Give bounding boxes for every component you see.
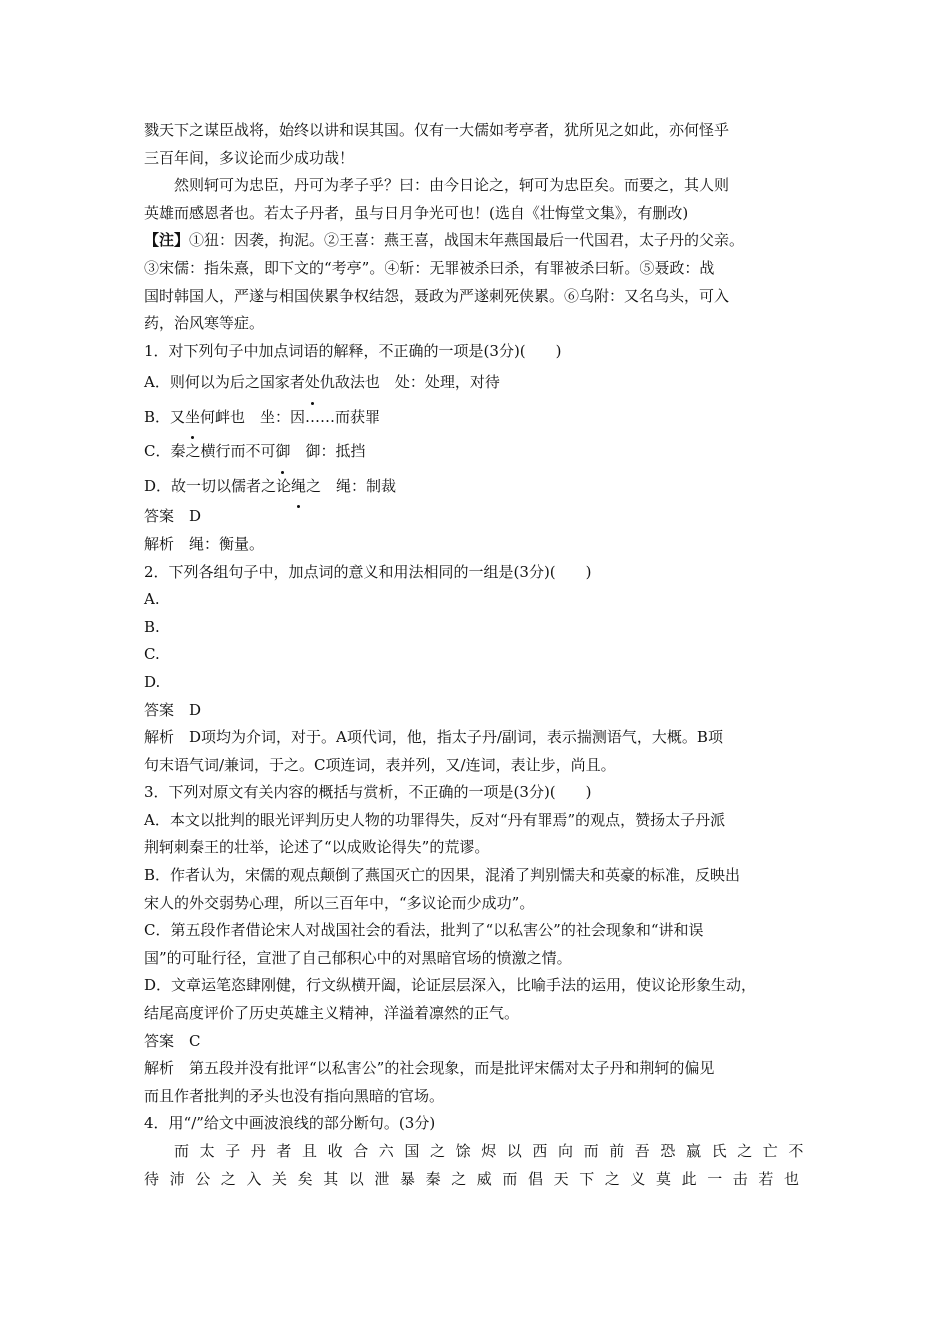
text-line: C．第五段作者借论宋人对战国社会的看法，批判了“以私害公”的社会现象和“讲和误	[144, 921, 704, 940]
text-line: 宋人的外交弱势心理，所以三百年中，“多议论而少成功”。	[144, 893, 535, 912]
question-3-option-b	[144, 862, 810, 917]
option-text: B．又	[144, 407, 186, 426]
text-line: 三百年间，多议论而少成功哉！	[144, 148, 355, 167]
question-2-option-d: D.	[144, 672, 161, 691]
text-line: 国”的可耻行径，宣泄了自己郁积心中的对黑暗官场的愤激之情。	[144, 948, 572, 967]
question-1-stem: 1．对下列句子中加点词语的解释，不正确的一项是(3分)( )	[144, 341, 562, 360]
text-line: 英雄而感恩者也。若太子丹者，虽与日月争光可也！(选自《壮悔堂文集》，有删改)	[144, 203, 689, 222]
question-2-analysis	[144, 724, 810, 779]
option-text: D．故一切以儒者之论	[144, 476, 292, 495]
punctuation-passage-line-2: 待沛公之入关矣其以泄暴秦之威而倡天下之义莫此一击若也	[144, 1169, 810, 1188]
option-text: 之 绳：制裁	[306, 476, 397, 495]
option-text: 御：抵挡	[290, 442, 366, 461]
punctuation-passage-line-1: 而太子丹者且收合六国之馀烬以西向而前吾恐嬴氏之亡不	[174, 1142, 815, 1160]
question-1-option-d	[144, 469, 810, 504]
text-line: B．作者认为，宋儒的观点颠倒了燕国灭亡的因果，混淆了判别懦夫和英豪的标准，反映出	[144, 866, 741, 885]
note-tag: 【注】	[144, 231, 190, 250]
annotation-note	[144, 227, 810, 337]
question-3-analysis	[144, 1055, 810, 1110]
text-line: 而且作者批判的矛头也没有指向黑暗的官场。	[144, 1086, 445, 1105]
option-text: 仇敌法也 处：处理，对待	[319, 373, 500, 392]
option-text: A．则何以为后之国家者	[144, 373, 305, 392]
question-1-option-c	[144, 434, 810, 469]
question-1-option-b	[144, 400, 810, 435]
dotted-word: 御	[275, 434, 290, 469]
dotted-word: 坐	[185, 400, 200, 435]
question-3-option-d	[144, 972, 810, 1027]
text-line: 结尾高度评价了历史英雄主义精神，洋溢着凛然的正气。	[144, 1004, 520, 1023]
text-line: 戮天下之谋臣战将，始终以讲和误其国。仅有一大儒如考亭者，犹所见之如此，亦何怪乎	[144, 121, 730, 139]
text-line: ①狃：因袭，拘泥。②王喜：燕王喜，战国末年燕国最后一代国君，太子丹的父亲。	[189, 231, 745, 250]
text-line: 解析 D项均为介词，对于。A项代词，他，指太子丹/副词，表示揣测语气，大概。B项	[144, 728, 723, 747]
dotted-word: 绳	[291, 469, 306, 504]
question-3-stem: 3．下列对原文有关内容的概括与赏析，不正确的一项是(3分)( )	[144, 783, 592, 802]
option-text: C．秦之横行而不可	[144, 442, 276, 461]
question-1-analysis: 解析 绳：衡量。	[144, 534, 265, 553]
question-2-option-a: A.	[144, 590, 160, 609]
text-line: 句末语气词/兼词，于之。C项连词，表并列，又/连词，表让步，尚且。	[144, 755, 616, 774]
text-line: 药，治风寒等症。	[144, 314, 265, 333]
question-3-answer: 答案 C	[144, 1031, 201, 1050]
passage-paragraph	[144, 172, 810, 227]
text-line: D．文章运笔恣肆刚健，行文纵横开阖，论证层层深入，比喻手法的运用，使议论形象生动，	[144, 976, 757, 995]
text-line: 然则轲可为忠臣，丹可为孝子乎？曰：由今日论之，轲可为忠臣矣。而要之，其人则	[174, 176, 730, 195]
question-4-stem: 4．用“/”给文中画波浪线的部分断句。(3分)	[144, 1114, 436, 1133]
text-line: 荆轲刺秦王的壮举，论述了“以成败论得失”的荒谬。	[144, 838, 490, 857]
question-2-option-b: B.	[144, 617, 160, 636]
question-3-option-c	[144, 917, 810, 972]
passage-paragraph	[144, 117, 810, 172]
question-2-option-c: C.	[144, 645, 160, 664]
option-text: 何衅也 坐：因……而获罪	[200, 407, 381, 426]
question-3-option-a	[144, 807, 810, 862]
text-line: ③宋儒：指朱熹，即下文的“考亭”。④斩：无罪被杀曰杀，有罪被杀曰斩。⑤聂政：战	[144, 258, 715, 277]
dotted-word: 处	[305, 365, 320, 400]
text-line: 解析 第五段并没有批评“以私害公”的社会现象，而是批评宋儒对太子丹和荆轲的偏见	[144, 1059, 715, 1078]
text-line: A．本文以批判的眼光评判历史人物的功罪得失，反对“丹有罪焉”的观点，赞扬太子丹派	[144, 810, 726, 829]
question-2-answer: 答案 D	[144, 700, 202, 719]
text-line: 国时韩国人，严遂与相国侠累争权结怨，聂政为严遂刺死侠累。⑥乌附：又名乌头，可入	[144, 286, 730, 305]
question-1-answer: 答案 D	[144, 507, 202, 526]
question-2-stem: 2．下列各组句子中，加点词的意义和用法相同的一组是(3分)( )	[144, 562, 592, 581]
question-1-option-a	[144, 365, 810, 400]
document-page	[144, 117, 815, 1193]
